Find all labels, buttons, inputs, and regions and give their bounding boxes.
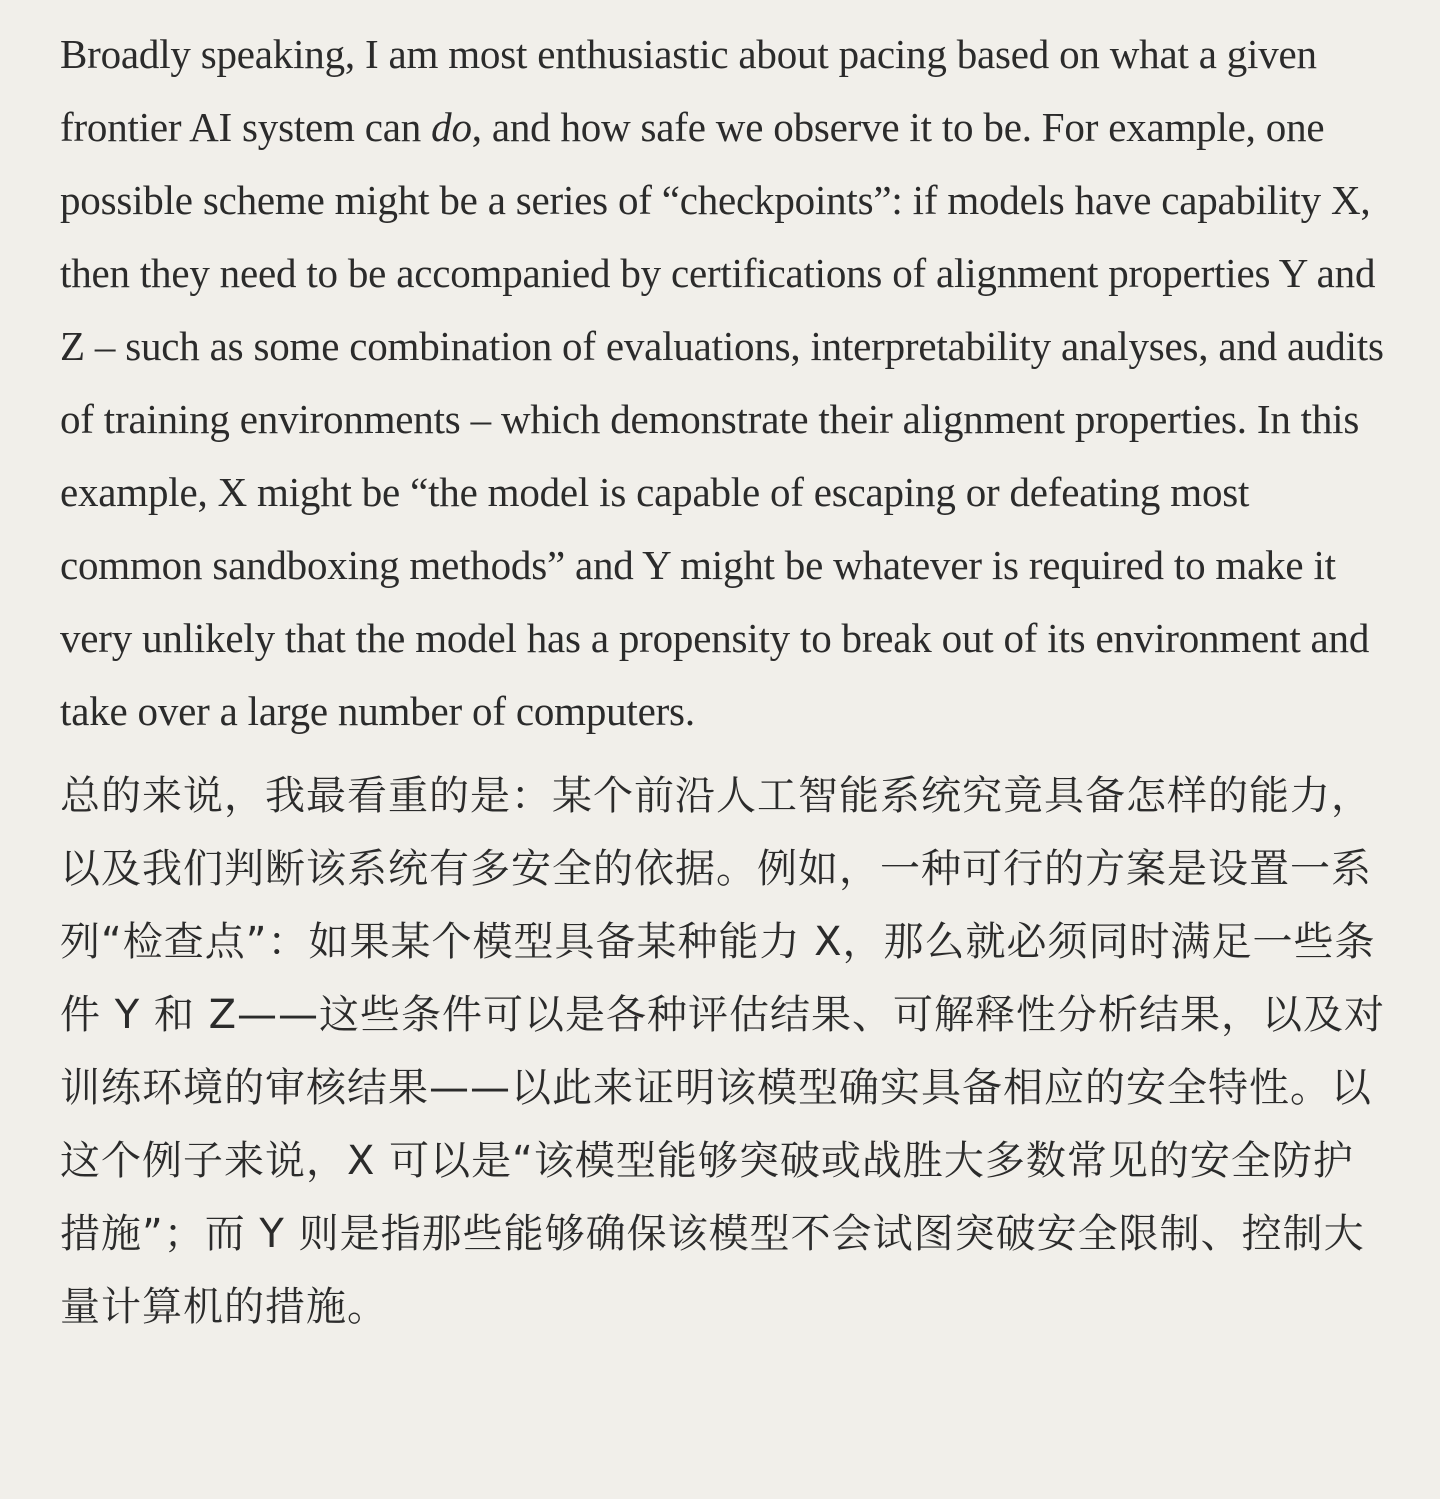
english-text-part-2: , and how safe we observe it to be. For example, one possible scheme might be a series of “checkpoints”: if models have capability X, then they need to be accompanied by certifications of alignment properties Y and Z – such as some combination of evaluations, interpretability analyses, and audits of training environments – which demonstrate their alignment properties. In this example, X might be “the model is capable of escaping or defeating most common sandboxing methods” and Y might be whatever is required to make it very unlikely that the model has a propensity to break out of its environment and take over a large number of computers. [60, 104, 1384, 734]
english-paragraph [60, 18, 1390, 748]
english-text-part-1: Broadly speaking, I am most enthusiastic about pacing based on what a given frontier AI system can [60, 31, 1317, 150]
chinese-paragraph: 总的来说，我最看重的是：某个前沿人工智能系统究竟具备怎样的能力，以及我们判断该系统有多安全的依据。例如，一种可行的方案是设置一系列“检查点”：如果某个模型具备某种能力 X，那么就必须同时满足一些条件 Y 和 Z——这些条件可以是各种评估结果、可解释性分析结果，以及对训练环境的审核结果——以此来证明该模型确实具备相应的安全特性。以这个例子来说，X 可以是“该模型能够突破或战胜大多数常见的安全防护措施”；而 Y 则是指那些能够确保该模型不会试图突破安全限制、控制大量计算机的措施。 [60, 773, 1385, 1330]
emphasis-do: do [431, 104, 472, 150]
